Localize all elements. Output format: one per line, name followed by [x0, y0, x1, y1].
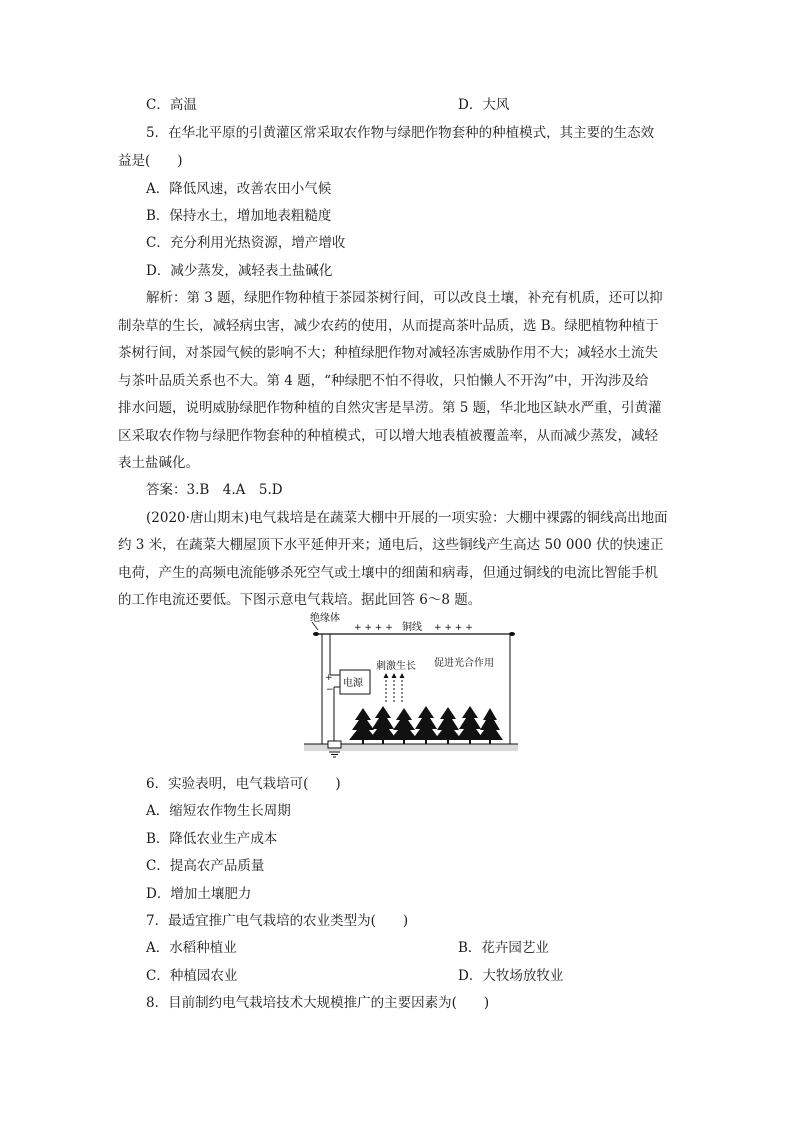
- minus-sign: −: [326, 685, 334, 695]
- q5-option-c: C．充分利用光热资源，增产增收: [146, 235, 346, 251]
- arrow-heads: [384, 673, 405, 678]
- q4-option-d: D．大风: [458, 97, 510, 113]
- q5-option-b: B．保持水土，增加地表粗糙度: [146, 208, 332, 224]
- q8-stem: 8．目前制约电气栽培技术大规模推广的主要因素为( ): [146, 995, 490, 1011]
- intro-line-2: 约 3 米，在蔬菜大棚屋顶下水平延伸开来；通电后，这些铜线产生高达 50 000 伏的快速正: [118, 537, 664, 553]
- electric-cultivation-diagram: [300, 612, 520, 762]
- q7-option-c: C．种植园农业: [146, 968, 238, 984]
- insulator-label: 绝缘体: [310, 613, 340, 624]
- q7-option-b: B．花卉园艺业: [458, 940, 549, 956]
- q5-stem-line2: 益是( ): [118, 153, 183, 169]
- analysis-line-2: 制杂草的生长，减轻病虫害，减少农药的使用，从而提高茶叶品质，选 B。绿肥植物种植于: [118, 318, 659, 334]
- photosynthesis-label: 促进光合作用: [434, 658, 494, 669]
- q5-option-d: D．减少蒸发，减轻表土盐碱化: [146, 263, 333, 279]
- q6-stem: 6．实验表明，电气栽培可( ): [146, 776, 341, 792]
- stimulate-label: 刺激生长: [376, 661, 416, 672]
- insulator-left: [313, 632, 319, 636]
- ground-terminal: [328, 741, 341, 748]
- q6-option-d: D．增加土壤肥力: [146, 886, 252, 902]
- intro-line-1: (2020·唐山期末)电气栽培是在蔬菜大棚中开展的一项实验：大棚中裸露的铜线高出地面: [146, 510, 668, 526]
- q5-option-a: A．降低风速，改善农田小气候: [146, 181, 332, 197]
- growth-arrows: [386, 676, 402, 702]
- trees-row: [349, 706, 503, 744]
- q6-option-a: A．缩短农作物生长周期: [146, 803, 291, 819]
- q5-stem-line1: 5．在华北平原的引黄灌区常采取农作物与绿肥作物套种的种植模式，其主要的生态效: [146, 125, 655, 141]
- analysis-line-3: 茶树行间，对茶园气候的影响不大；种植绿肥作物对减轻冻害威胁作用不大；减轻水土流失: [118, 345, 658, 361]
- q7-option-d: D．大牧场放牧业: [458, 968, 564, 984]
- answer-line: 答案：3.B 4.A 5.D: [146, 482, 283, 498]
- plus-sign: +: [325, 673, 333, 683]
- analysis-line-5: 排水问题，说明威胁绿肥作物种植的自然灾害是旱涝。第 5 题，华北地区缺水严重，引黄灌: [118, 400, 662, 416]
- power-label: 电源: [343, 678, 363, 689]
- analysis-line-1: 解析：第 3 题，绿肥作物种植于茶园茶树行间，可以改良土壤，补充有机质，还可以抑: [146, 290, 663, 306]
- q7-stem: 7．最适宜推广电气栽培的农业类型为( ): [146, 913, 409, 929]
- wire-label: 铜线: [402, 622, 422, 633]
- q7-option-a: A．水稻种植业: [146, 940, 237, 956]
- intro-line-3: 电荷，产生的高频电流能够杀死空气或土壤中的细菌和病毒，但通过铜线的电流比智能手机: [118, 565, 658, 581]
- q6-option-b: B．降低农业生产成本: [146, 831, 278, 847]
- intro-line-4: 的工作电流还要低。下图示意电气栽培。据此回答 6～8 题。: [118, 592, 482, 608]
- analysis-line-6: 区采取农作物与绿肥作物套种的种植模式，可以增大地表植被覆盖率，从而减少蒸发，减轻: [118, 428, 658, 444]
- q4-option-c: C．高温: [146, 97, 197, 113]
- q6-option-c: C．提高农产品质量: [146, 858, 265, 874]
- plus-left: + + + +: [354, 623, 393, 633]
- plus-right: + + + +: [434, 623, 473, 633]
- analysis-line-7: 表土盐碱化。: [118, 455, 199, 471]
- analysis-line-4: 与茶叶品质关系也不大。第 4 题，“种绿肥不怕不得收，只怕懒人不开沟”中，开沟涉及给: [118, 373, 649, 389]
- insulator-right: [509, 632, 515, 636]
